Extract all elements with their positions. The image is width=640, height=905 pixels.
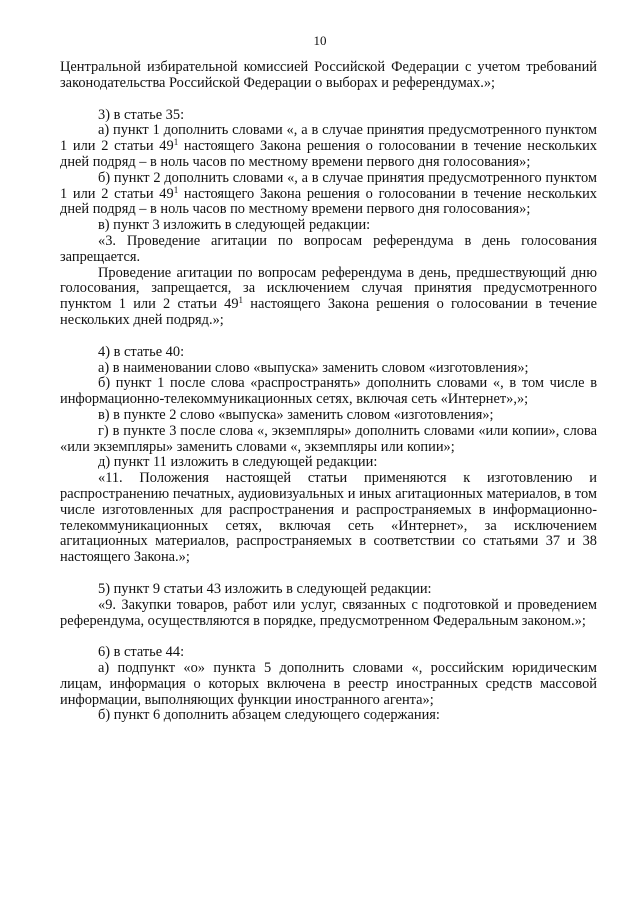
paragraph: д) пункт 11 изложить в следующей редакции: [98,454,378,471]
paragraph: 6) в статье 44: [98,644,185,661]
paragraph: в) пункт 3 изложить в следующей редакции: [98,217,371,234]
document-body [60,60,597,724]
superscript: 1 [238,295,244,306]
paragraph: Центральной избирательной комиссией Российской Федерации с учетом требований законодательства Российской Федерации о выборах и референдумах.»; [60,59,597,91]
paragraph: 5) пункт 9 статьи 43 изложить в следующей редакции: [98,580,432,597]
text-run: настоящего Закона решения о голосовании в течение нескольких дней подряд – в ноль часов по местному времени первого дня голосования»; [60,138,597,170]
page-number: 10 [313,33,327,48]
superscript: 1 [173,184,179,195]
text-run: настоящего Закона решения о голосовании в течение нескольких дней подряд.»; [60,296,597,328]
text-run: б) пункт 2 дополнить словами «, а в случае принятия предусмотренного пунктом 1 или 2 статьи 49 [60,169,597,202]
text-run: настоящего Закона решения о голосовании в течение нескольких дней подряд – в ноль часов по местному времени первого дня голосования»; [60,185,597,218]
text-run: Проведение агитации по вопросам референдума в день, предшествующий дню голосования, запрещается, за исключением случая принятия предусмотренного пунктом 1 или 2 статьи 49 [60,264,597,313]
paragraph: в) в пункте 2 слово «выпуска» заменить словом «изготовления»; [98,406,494,423]
paragraph: а) подпункт «о» пункта 5 дополнить словами «, российским юридическим лицам, информация о которых включена в реестр иностранных средств массовой информации, выполняющих функции иностранного агента»; [60,660,597,708]
paragraph [60,171,597,218]
paragraph: 4) в статье 40: [98,343,185,360]
paragraph [60,123,597,170]
paragraph: «11. Положения настоящей статьи применяются к изготовлению и распространению печатных, аудиовизуальных и иных агитационных материалов, в том числе изготовленных для распространения и распространяемых в информационно-телекоммуникационных сетях, включая сеть «Интернет», за исключением агитационных материалов, распространяемых в соответствии со статьями 37 и 38 настоящего Закона.»; [60,470,597,566]
paragraph: а) в наименовании слово «выпуска» заменить словом «изготовления»; [98,359,529,376]
paragraph: б) пункт 6 дополнить абзацем следующего содержания: [98,707,440,724]
paragraph: «3. Проведение агитации по вопросам референдума в день голосования запрещается. [60,232,597,265]
paragraph [60,266,597,329]
paragraph: 3) в статье 35: [98,106,185,123]
paragraph: «9. Закупки товаров, работ или услуг, связанных с подготовкой и проведением референдума, осуществляются в порядке, предусмотренном Федеральным законом.»; [60,596,597,629]
superscript: 1 [173,137,179,148]
paragraph: г) в пункте 3 после слова «, экземпляры» дополнить словами «или копии», слова «или экземпляры» заменить словами «, экземпляры или копии»; [60,422,597,455]
paragraph: б) пункт 1 после слова «распространять» дополнить словами «, в том числе в информационно-телекоммуникационных сетях, включая сеть «Интернет»,»; [60,375,597,408]
text-run: а) пункт 1 дополнить словами «, а в случае принятия предусмотренного пунктом 1 или 2 статьи 49 [60,122,597,155]
